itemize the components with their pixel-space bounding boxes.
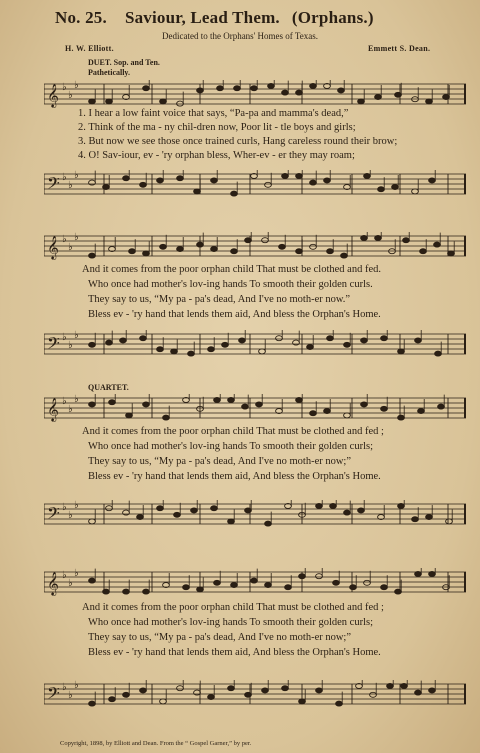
note-head [344,342,351,347]
note-head [358,508,365,513]
note-head [344,413,351,418]
note-head [89,701,96,706]
flat-icon: ♭ [68,690,73,701]
note-head [256,402,263,407]
note-head [429,688,436,693]
note-head [89,578,96,583]
note-head [143,251,150,256]
note-head [307,345,314,350]
note-head [197,587,204,592]
note-head [435,351,442,356]
note-head [143,402,150,407]
note-head [177,686,184,691]
note-head [418,409,425,414]
note-head [217,86,224,91]
note-head [364,174,371,179]
note-head [341,253,348,258]
flat-icon: ♭ [62,570,67,581]
note-head [242,404,249,409]
note-head [415,572,422,577]
note-head [438,404,445,409]
note-head [183,585,190,590]
hymn-number: No. 25. [55,8,107,27]
flat-icon: ♭ [74,80,79,91]
note-head [262,688,269,693]
note-head [109,697,116,702]
note-head [316,574,323,579]
flat-icon: ♭ [62,502,67,513]
note-head [194,189,201,194]
note-head [350,585,357,590]
note-head [310,180,317,185]
note-head [415,690,422,695]
staff-bass-4 [44,680,466,708]
note-head [381,336,388,341]
flat-icon: ♭ [62,682,67,693]
note-head [251,578,258,583]
note-head [398,415,405,420]
note-head [245,508,252,513]
note-head [89,342,96,347]
note-head [299,574,306,579]
flat-icon: ♭ [74,394,79,405]
flat-icon: ♭ [68,340,73,351]
note-head [208,695,215,700]
staff-lines [44,170,466,198]
note-head [361,338,368,343]
refrain-b-line-1: And it comes from the poor orphan child That must be clothed and fed ; [82,426,384,437]
note-head [310,411,317,416]
note-head [106,506,113,511]
note-head [234,86,241,91]
note-head [160,99,167,104]
dedication: Dedicated to the Orphans' Homes of Texas. [161,31,319,41]
flat-icon: ♭ [68,578,73,589]
note-head [282,686,289,691]
words-credit: H. W. Elliott. [65,44,114,53]
note-head [120,338,127,343]
note-head [129,249,136,254]
note-head [415,338,422,343]
refrain-c-line-4: Bless ev - 'ry hand that lends them aid, And bless the Orphan's Home. [88,647,381,658]
refrain-a-line-2: Who once had mother's lov-ing hands To smooth their golden curls. [88,279,373,290]
note-head [89,253,96,258]
refrain-c-line-1: And it comes from the poor orphan child That must be clothed and fed ; [82,602,384,613]
note-head [398,504,405,509]
note-head [211,247,218,252]
hymn-subtitle: (Orphans.) [291,8,374,27]
note-head [448,251,455,256]
note-head [123,589,130,594]
note-head [381,585,388,590]
note-head [361,402,368,407]
note-head [446,519,453,524]
note-head [157,347,164,352]
note-head [387,684,394,689]
note-head [123,692,130,697]
flat-icon: ♭ [62,396,67,407]
flat-icon: ♭ [68,510,73,521]
note-head [344,510,351,515]
hymn-title: Saviour, Lead Them. [124,8,280,27]
note-head [276,336,283,341]
note-head [378,187,385,192]
note-head [143,589,150,594]
note-head [299,699,306,704]
note-head [140,336,147,341]
note-head [239,338,246,343]
note-head [401,684,408,689]
note-head [338,88,345,93]
note-head [208,347,215,352]
note-head [137,515,144,520]
refrain-c-line-2: Who once had mother's lov-ing hands To smooth their golden curls; [88,617,373,628]
bass-clef-icon: 𝄢 [47,333,60,357]
note-head [157,506,164,511]
bass-clef-icon: 𝄢 [47,173,60,197]
note-head [171,349,178,354]
note-head [143,86,150,91]
note-head [265,583,272,588]
note-head [282,90,289,95]
note-head [103,589,110,594]
note-head [197,88,204,93]
note-head [106,340,113,345]
note-head [358,99,365,104]
note-head [231,249,238,254]
note-head [222,342,229,347]
note-head [429,572,436,577]
note-head [89,402,96,407]
staff-lines [44,394,466,422]
note-head [140,688,147,693]
staff-lines [44,500,466,528]
staff-bass-1 [44,170,466,198]
flat-icon: ♭ [68,242,73,253]
note-head [245,692,252,697]
verse-2-line: 2. Think of the ma - ny chil-dren now, Poor lit - tle boys and girls; [78,122,356,133]
refrain-a-line-3: They say to us, “My pa - pa's dead, And I've no moth-er now.” [88,294,351,305]
note-head [330,504,337,509]
note-head [228,686,235,691]
note-head [296,249,303,254]
note-head [279,244,286,249]
note-head [316,688,323,693]
note-head [163,415,170,420]
note-head [265,182,272,187]
note-head [364,580,371,585]
note-head [89,519,96,524]
tempo-marking: Pathetically. [88,68,130,77]
note-head [89,99,96,104]
note-head [420,249,427,254]
note-head [296,174,303,179]
note-head [259,349,266,354]
note-head [310,84,317,89]
flat-icon: ♭ [74,680,79,691]
flat-icon: ♭ [62,82,67,93]
refrain-c-line-3: They say to us, “My pa - pa's dead, And I've no moth-er now;” [88,632,352,643]
note-head [412,517,419,522]
note-head [214,580,221,585]
note-head [296,398,303,403]
treble-clef-icon: 𝄞 [47,235,59,259]
duet-marking: DUET. Sop. and Ten. [88,58,160,67]
flat-icon: ♭ [62,234,67,245]
copyright-footer: Copyright, 1898, by Elliott and Dean. From the “ Gospel Garner,” by per. [60,740,252,747]
staff-lines [44,232,466,260]
note-head [395,92,402,97]
music-credit: Emmett S. Dean. [368,44,431,53]
note-head [327,336,334,341]
note-head [316,504,323,509]
note-head [245,238,252,243]
note-head [412,189,419,194]
refrain-b-line-3: They say to us, “My pa - pa's dead, And I've no moth-er now;” [88,456,352,467]
note-head [123,176,130,181]
note-head [426,515,433,520]
note-head [262,238,269,243]
note-head [214,398,221,403]
treble-clef-icon: 𝄞 [47,397,59,421]
note-head [174,512,181,517]
flat-icon: ♭ [62,332,67,343]
refrain-a-line-1: And it comes from the poor orphan child That must be clothed and fed. [82,264,381,275]
note-head [251,86,258,91]
note-head [310,244,317,249]
flat-icon: ♭ [74,568,79,579]
note-head [106,99,113,104]
verse-4-line: 4. O! Sav-iour, ev - 'ry orphan bless, Wher-ev - er they may roam; [78,150,355,161]
note-head [177,176,184,181]
note-head [429,178,436,183]
staff-lines [44,80,466,108]
note-head [324,409,331,414]
note-head [333,580,340,585]
flat-icon: ♭ [68,90,73,101]
note-head [126,413,133,418]
verse-3-line: 3. But now we see those once trained curls, Hang careless round their brow; [78,136,398,147]
refrain-a-line-4: Bless ev - 'ry hand that lends them aid, And bless the Orphan's Home. [88,309,381,320]
staff-treble-4 [44,568,466,596]
note-head [160,244,167,249]
note-head [228,519,235,524]
note-head [381,406,388,411]
note-head [177,247,184,252]
staff-treble-1 [44,80,466,108]
treble-clef-icon: 𝄞 [47,83,59,107]
note-head [336,701,343,706]
note-head [268,84,275,89]
verse-1-line: 1. I hear a low faint voice that says, “Pa-pa and mamma's dead,” [78,108,349,119]
note-head [375,236,382,241]
note-head [157,178,164,183]
note-head [296,90,303,95]
flat-icon: ♭ [68,180,73,191]
note-head [434,242,441,247]
note-head [231,191,238,196]
note-head [443,95,450,100]
note-head [177,101,184,106]
note-head [392,185,399,190]
note-head [370,692,377,697]
note-head [375,95,382,100]
note-head [211,178,218,183]
note-head [140,182,147,187]
staff-treble-3 [44,394,466,422]
flat-icon: ♭ [74,170,79,181]
note-head [282,174,289,179]
note-head [188,351,195,356]
staff-lines [44,680,466,708]
staff-bass-3 [44,500,466,528]
flat-icon: ♭ [74,500,79,511]
note-head [395,589,402,594]
bass-clef-icon: 𝄢 [47,683,60,707]
note-head [398,349,405,354]
staff-lines [44,568,466,596]
treble-clef-icon: 𝄞 [47,571,59,595]
staff-bass-2 [44,330,466,358]
note-head [160,699,167,704]
note-head [228,398,235,403]
quartet-marking: QUARTET. [88,383,129,392]
note-head [211,506,218,511]
note-head [327,249,334,254]
note-head [361,236,368,241]
flat-icon: ♭ [62,172,67,183]
hymn-header [55,8,374,28]
note-head [285,585,292,590]
bass-clef-icon: 𝄢 [47,503,60,527]
refrain-b-line-4: Bless ev - 'ry hand that lends them aid, And bless the Orphan's Home. [88,471,381,482]
refrain-b-line-2: Who once had mother's lov-ing hands To smooth their golden curls; [88,441,373,452]
flat-icon: ♭ [74,330,79,341]
note-head [191,508,198,513]
flat-icon: ♭ [68,404,73,415]
note-head [231,583,238,588]
staff-treble-2 [44,232,466,260]
note-head [103,185,110,190]
note-head [109,400,116,405]
note-head [403,238,410,243]
staff-lines [44,330,466,358]
note-head [426,99,433,104]
note-head [265,521,272,526]
note-head [197,242,204,247]
note-head [324,178,331,183]
flat-icon: ♭ [74,232,79,243]
